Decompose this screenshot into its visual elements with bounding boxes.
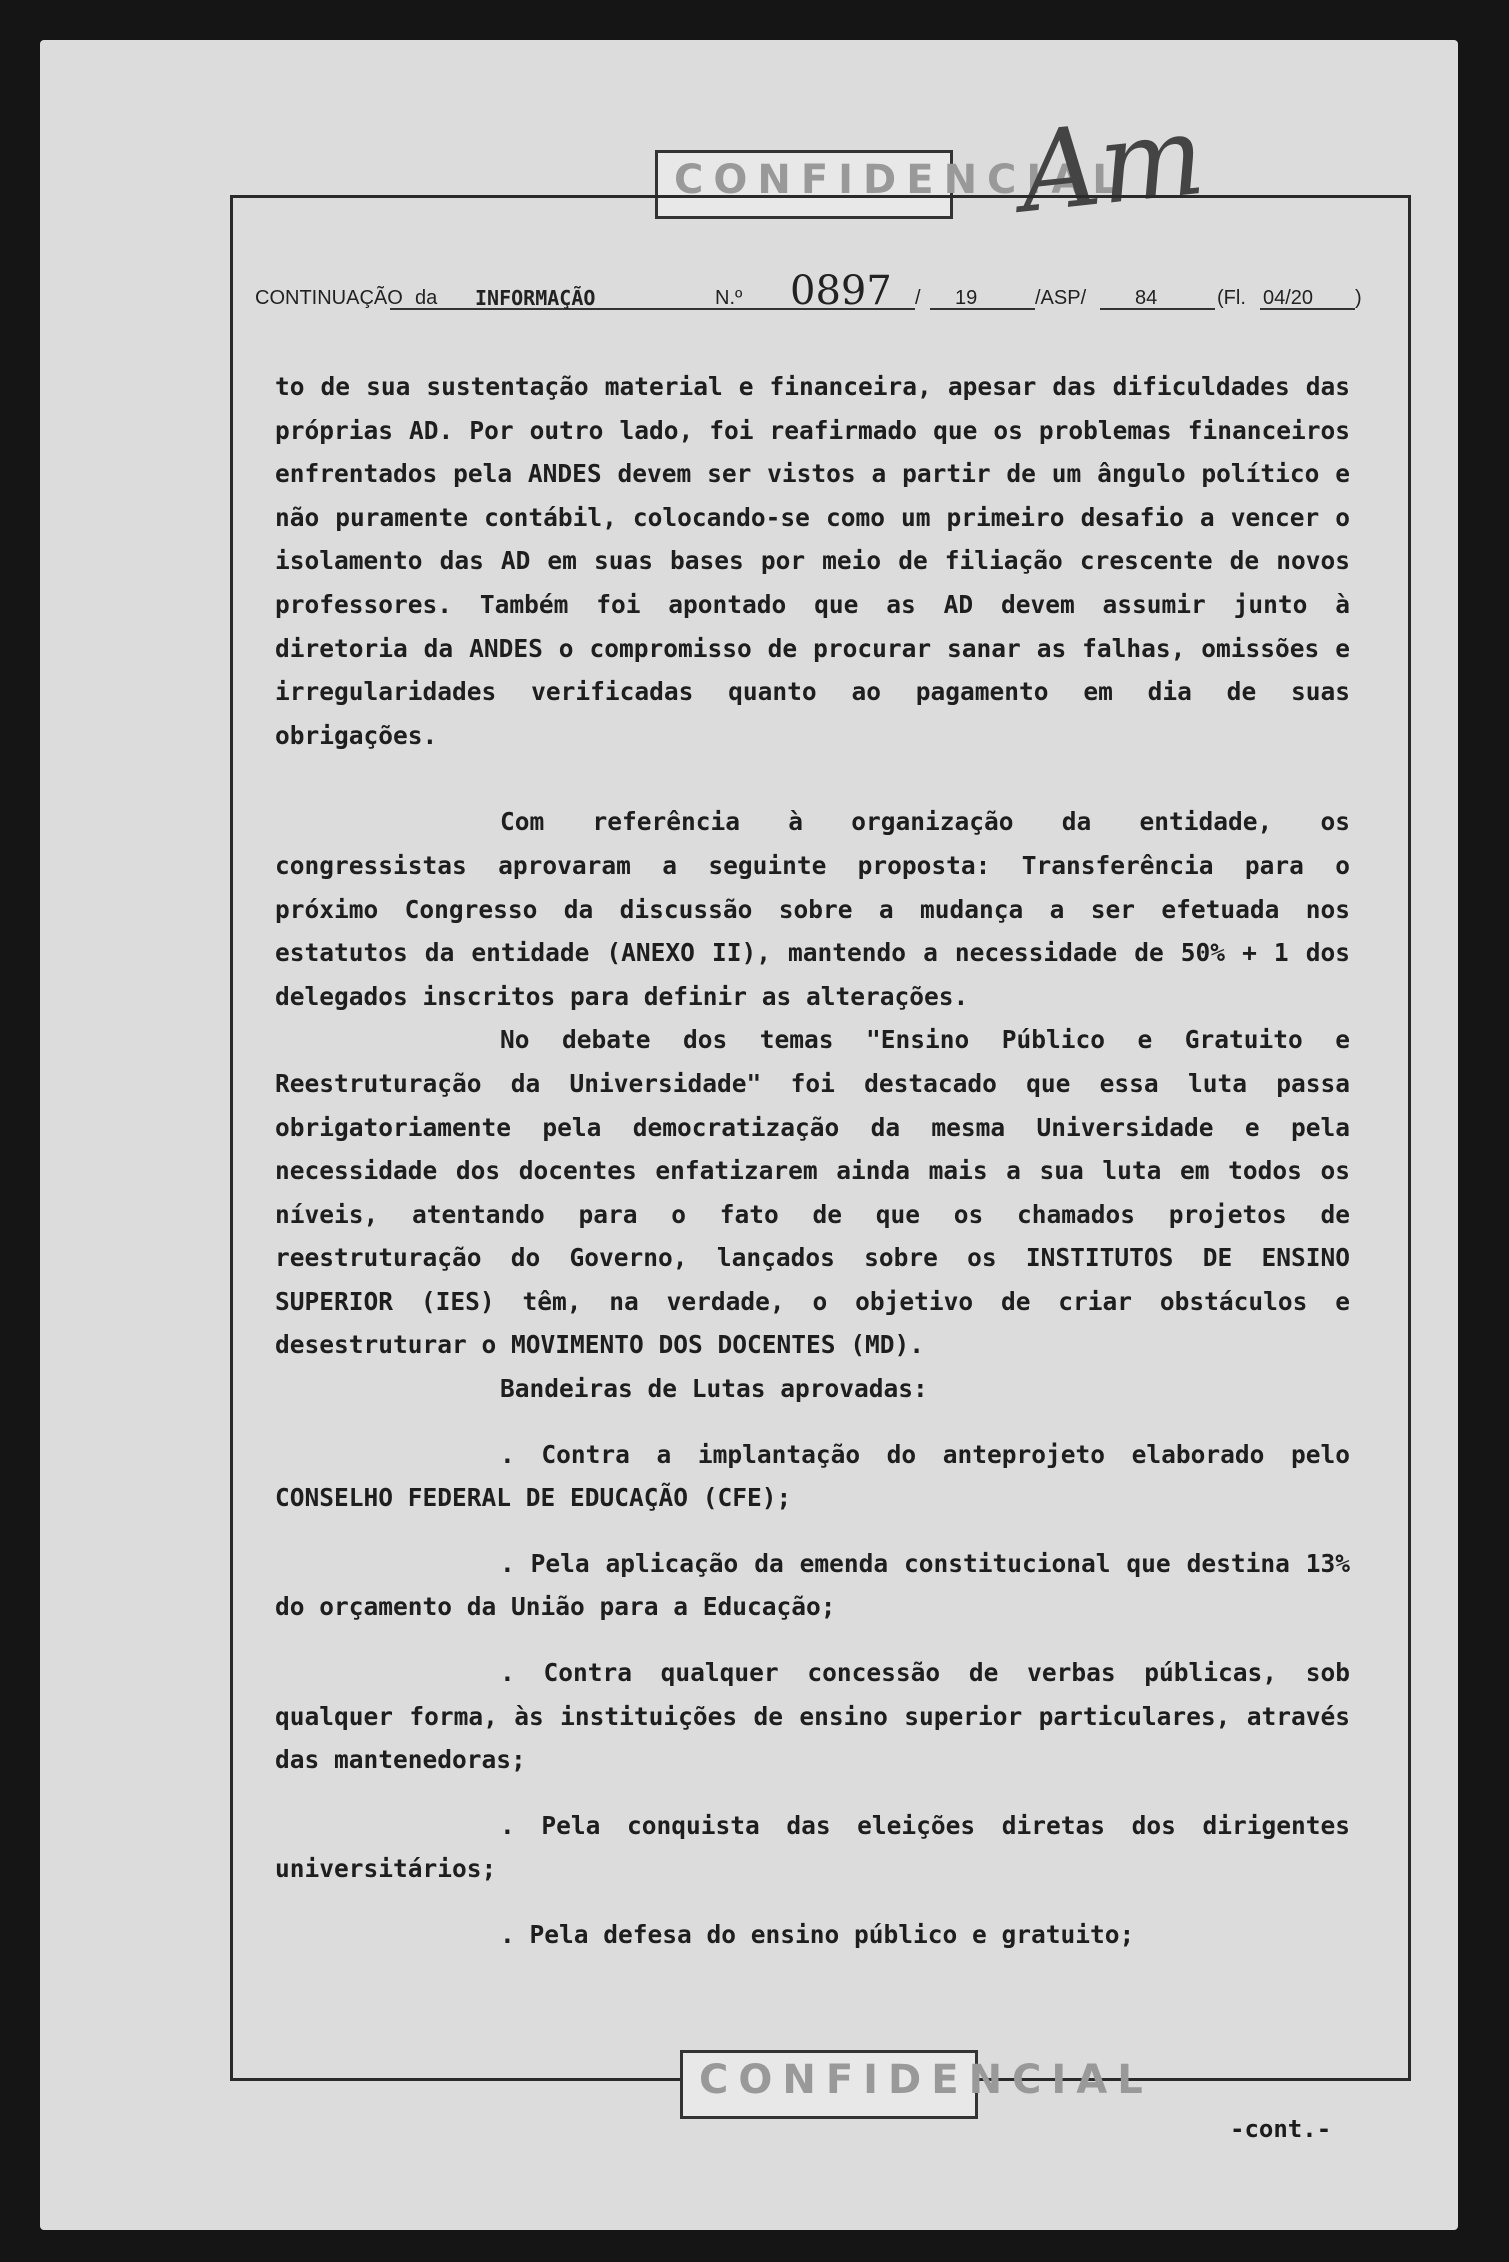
paragraph-3: No debate dos temas "Ensino Público e Gratuito e Reestruturação da Universidade" foi destacado que essa luta passa obrigatoriamente pela democratização da mesma Universidade e pela necessidade dos docentes enfatizarem ainda mais a sua luta em todos os níveis, atentando para o fato de que os chamados projetos de reestruturação do Governo, lançados sobre os INSTITUTOS DE ENSINO SUPERIOR (IES) têm, na verdade, o objetivo de criar obstáculos e desestruturar o MOVIMENTO DOS DOCENTES (MD). xyxy=(275,1025,1350,1360)
header-fl-label: (Fl. xyxy=(1217,287,1246,309)
paragraph-2: Com referência à organização da entidade, os congressistas aprovaram a seguinte proposta: Transferência para o próximo Congresso da discussão sobre a mudança a ser efetuada nos estatutos da entidade (ANEXO II), mantendo a necessidade de 50% + 1 dos delegados inscritos para definir as alterações. xyxy=(275,807,1350,1011)
header-continuacao: CONTINUAÇÃO xyxy=(255,287,403,309)
flag-item-1: . Contra a implantação do anteprojeto elaborado pelo CONSELHO FEDERAL DE EDUCAÇÃO (CFE); xyxy=(275,1439,1350,1513)
flags-heading: Bandeiras de Lutas aprovadas: xyxy=(500,1374,928,1404)
header-asp: /ASP/ xyxy=(1035,287,1087,309)
header-part: 19 xyxy=(955,287,978,309)
handwritten-signature: Am xyxy=(1013,90,1210,238)
flag-item-5: . Pela defesa do ensino público e gratuito; xyxy=(500,1920,1135,1949)
flag-item-3: . Contra qualquer concessão de verbas públicas, sob qualquer forma, às instituições de ensino superior particulares, através das mantenedoras; xyxy=(275,1658,1350,1775)
header-informacao: INFORMAÇÃO xyxy=(475,286,596,310)
confidential-stamp-top: CONFIDENCIAL xyxy=(655,150,953,219)
header-close: ) xyxy=(1355,287,1362,309)
header-doc-number: 0897 xyxy=(790,268,892,314)
confidential-stamp-bottom: CONFIDENCIAL xyxy=(680,2050,978,2119)
document-body xyxy=(275,365,1350,1957)
header-da: da xyxy=(415,287,438,309)
flag-item-4: . Pela conquista das eleições diretas dos dirigentes universitários; xyxy=(275,1810,1350,1884)
header-slash: / xyxy=(915,287,921,309)
flag-item-2: . Pela aplicação da emenda constitucional que destina 13% do orçamento da União para a Educação; xyxy=(275,1548,1350,1622)
paragraph-1: to de sua sustentação material e financeira, apesar das dificuldades das próprias AD. Por outro lado, foi reafirmado que os problemas financeiros enfrentados pela ANDES devem ser vistos a partir de um ângulo político e não puramente contábil, colocando-se como um primeiro desafio a vencer o isolamento das AD em suas bases por meio de filiação crescente de novos professores. Também foi apontado que as AD devem assumir junto à diretoria da ANDES o compromisso de procurar sanar as falhas, omissões e irregularidades verificadas quanto ao pagamento em dia de suas obrigações. xyxy=(275,372,1350,750)
header-year: 84 xyxy=(1135,287,1158,309)
header-n-label: N.º xyxy=(715,287,743,309)
header-page: 04/20 xyxy=(1263,287,1314,309)
continuation-mark: -cont.- xyxy=(1230,2115,1332,2143)
